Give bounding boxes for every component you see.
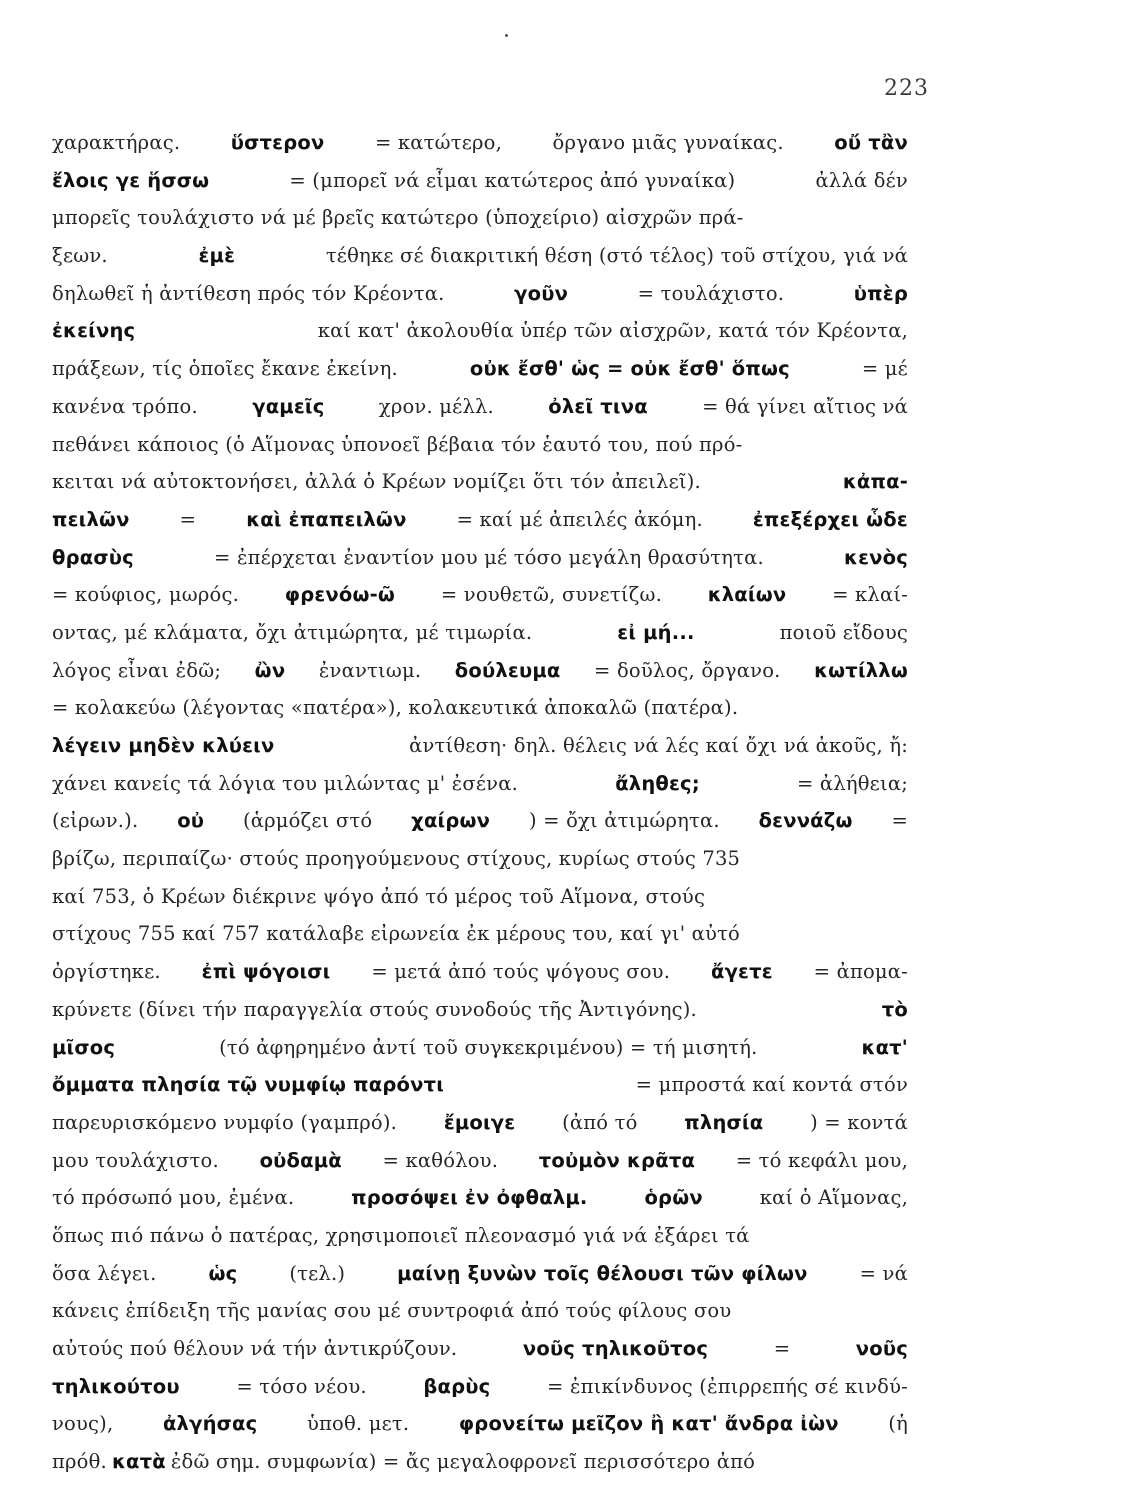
text-segment: = μέ bbox=[861, 357, 908, 381]
lemma: ὕστερον bbox=[230, 131, 325, 154]
text-line bbox=[52, 802, 908, 840]
lemma: ὢν bbox=[254, 658, 286, 682]
text-segment: καί κατ' ἀκολουθία ὑπέρ τῶν αἰσχρῶν, κατά τόν Κρέοντα, bbox=[317, 319, 908, 343]
text-segment: κανένα τρόπο. bbox=[52, 394, 198, 418]
text-line bbox=[52, 953, 908, 991]
lemma: κατὰ bbox=[111, 1450, 166, 1474]
text-segment: ξεων. bbox=[52, 244, 108, 268]
text-line bbox=[52, 915, 908, 953]
lemma: μῖσος bbox=[52, 1035, 116, 1059]
lemma: βαρὺς bbox=[423, 1374, 491, 1398]
text-segment: κάνεις ἐπίδειξη τῆς μανίας σου μέ συντροφιά ἀπό τούς φίλους σου bbox=[52, 1299, 732, 1323]
text-segment: = bbox=[179, 507, 197, 531]
text-segment: = ἐπέρχεται ἐναντίον μου μέ τόσο μεγάλη θρασύτητα. bbox=[214, 545, 764, 569]
lemma: ὡς bbox=[208, 1261, 238, 1285]
text-segment: (ἁρμόζει στό bbox=[242, 809, 373, 833]
lemma: γοῦν bbox=[514, 281, 569, 305]
text-line bbox=[52, 162, 908, 200]
text-segment: = κούφιος, μωρός. bbox=[52, 583, 239, 607]
text-line bbox=[52, 1104, 908, 1142]
lemma: κωτίλλω bbox=[814, 658, 908, 682]
text-line bbox=[52, 275, 908, 313]
page-number: 223 bbox=[884, 76, 929, 101]
text-line bbox=[52, 991, 908, 1029]
text-segment: ἀντίθεση· δηλ. θέλεις νά λές καί ὄχι νά ἀκοῦς, ἤ: bbox=[409, 734, 908, 757]
text-segment: τέθηκε σέ διακριτική θέση (στό τέλος) τοῦ στίχου, γιά νά bbox=[325, 244, 908, 268]
text-segment: αὐτούς πού θέλουν νά τήν ἀντικρύζουν. bbox=[52, 1337, 458, 1360]
lemma: πλησία bbox=[684, 1110, 764, 1134]
text-segment: ) = ὄχι ἀτιμώρητα. bbox=[528, 809, 720, 833]
lemma: τηλικούτου bbox=[52, 1374, 180, 1398]
text-line bbox=[52, 614, 908, 652]
lemma: ἐπεξέρχει ὧδε bbox=[752, 507, 908, 531]
text-line bbox=[52, 388, 908, 426]
text-line bbox=[52, 1255, 908, 1293]
text-line bbox=[52, 765, 908, 803]
lemma: δεννάζω bbox=[758, 809, 853, 833]
lemma: προσόψει ἐν ὀφθαλμ. bbox=[351, 1186, 588, 1210]
text-segment: = καί μέ ἀπειλές ἀκόμη. bbox=[456, 507, 703, 531]
text-line bbox=[52, 199, 908, 237]
text-line bbox=[52, 1217, 908, 1255]
text-segment: = τό κεφάλι μου, bbox=[735, 1148, 908, 1172]
commentary-text bbox=[52, 124, 908, 1481]
text-line bbox=[52, 1330, 908, 1368]
lemma: οὐκ ἔσθ' ὡς = οὐκ ἔσθ' ὅπως bbox=[469, 357, 790, 381]
text-segment: ) = κοντά bbox=[810, 1110, 908, 1134]
text-segment: (ἡ bbox=[888, 1412, 908, 1436]
text-segment: = νά bbox=[859, 1261, 908, 1285]
scan-speck bbox=[505, 34, 508, 37]
text-segment: χάνει κανείς τά λόγια του μιλώντας μ' ἐσένα. bbox=[52, 771, 519, 795]
text-line bbox=[52, 539, 908, 577]
text-line bbox=[52, 1142, 908, 1180]
lemma: οὐδαμὰ bbox=[259, 1148, 342, 1172]
lemma: ἐπὶ ψόγοισι bbox=[201, 960, 331, 984]
text-line bbox=[52, 1066, 908, 1104]
lemma: εἰ μή... bbox=[617, 620, 695, 644]
text-segment: ὅπως πιό πάνω ὁ πατέρας, χρησιμοποιεῖ πλεονασμό γιά νά ἐξάρει τά bbox=[52, 1223, 750, 1247]
text-segment: πεθάνει κάποιος (ὁ Αἵμονας ὑπονοεῖ βέβαια τόν ἑαυτό του, πού πρό- bbox=[52, 432, 743, 456]
text-segment: = δοῦλος, ὄργανο. bbox=[594, 658, 781, 682]
text-segment: ὄργανο μιᾶς γυναίκας. bbox=[552, 131, 784, 154]
lemma: θρασὺς bbox=[52, 545, 134, 569]
text-segment: οντας, μέ κλάματα, ὄχι ἀτιμώρητα, μέ τιμωρία. bbox=[52, 620, 533, 644]
text-segment: μου τουλάχιστο. bbox=[52, 1148, 219, 1172]
lemma: νοῦς bbox=[855, 1337, 908, 1360]
text-segment: ὀργίστηκε. bbox=[52, 960, 161, 984]
text-line bbox=[52, 689, 908, 727]
text-segment: ποιοῦ εἴδους bbox=[779, 620, 908, 644]
text-segment: = ἀλήθεια; bbox=[797, 771, 908, 795]
lemma: χαίρων bbox=[411, 809, 491, 833]
lemma: πειλῶν bbox=[52, 507, 130, 531]
text-line bbox=[52, 501, 908, 539]
lemma: ἀλγήσας bbox=[162, 1412, 258, 1436]
text-segment: = καθόλου. bbox=[382, 1148, 499, 1172]
text-line bbox=[52, 1368, 908, 1406]
text-segment: ὅσα λέγει. bbox=[52, 1261, 157, 1285]
lemma: ἔμοιγε bbox=[443, 1110, 516, 1134]
text-line bbox=[52, 576, 908, 614]
text-segment: (τελ.) bbox=[289, 1261, 346, 1285]
lemma: κατ' bbox=[861, 1035, 908, 1059]
text-segment: = (μπορεῖ νά εἶμαι κατώτερος ἀπό γυναίκα) bbox=[289, 168, 736, 192]
lemma: φρενόω-ῶ bbox=[284, 583, 396, 607]
text-segment: (εἰρων.). bbox=[52, 809, 139, 833]
text-line bbox=[52, 463, 908, 501]
text-segment: ἐδῶ σημ. συμφωνία) = ἄς μεγαλοφρονεῖ περισσότερο ἀπό bbox=[170, 1450, 756, 1474]
text-line bbox=[52, 652, 908, 690]
text-line bbox=[52, 727, 908, 765]
text-segment: πρόθ. bbox=[52, 1450, 107, 1474]
text-segment: = κατώτερο, bbox=[374, 131, 503, 154]
text-segment: στίχους 755 καί 757 κατάλαβε εἰρωνεία ἐκ μέρους του, καί γι' αὐτό bbox=[52, 922, 740, 946]
text-segment: κειται νά αὐτοκτονήσει, ἀλλά ὁ Κρέων νομίζει ὅτι τόν ἀπειλεῖ). bbox=[52, 470, 701, 494]
lemma: τὸ bbox=[881, 997, 908, 1021]
text-segment: ὑποθ. μετ. bbox=[306, 1412, 410, 1436]
lemma: ὁρῶν bbox=[644, 1186, 703, 1210]
text-segment: = κολακεύω (λέγοντας «πατέρα»), κολακευτικά ἀποκαλῶ (πατέρα). bbox=[52, 696, 739, 720]
lemma: καὶ ἐπαπειλῶν bbox=[246, 507, 407, 531]
text-segment: νους), bbox=[52, 1412, 114, 1436]
text-segment: χρον. μέλλ. bbox=[378, 394, 494, 418]
lemma: ὑπὲρ bbox=[853, 281, 908, 305]
lemma: κἀπα- bbox=[842, 470, 908, 494]
text-segment: = τουλάχιστο. bbox=[637, 281, 785, 305]
text-segment: ἀλλά δέν bbox=[815, 168, 908, 192]
lemma: ἐκείνης bbox=[52, 319, 136, 343]
text-line bbox=[52, 1292, 908, 1330]
text-line bbox=[52, 1029, 908, 1067]
text-segment: = μετά ἀπό τούς ψόγους σου. bbox=[371, 960, 671, 984]
text-segment: = μπροστά καί κοντά στόν bbox=[635, 1073, 908, 1097]
text-segment: χαρακτήρας. bbox=[52, 131, 181, 154]
text-segment: = bbox=[773, 1337, 791, 1360]
text-line bbox=[52, 124, 908, 162]
lemma: γαμεῖς bbox=[252, 394, 325, 418]
text-segment: λόγος εἶναι ἐδῶ; bbox=[52, 658, 222, 682]
text-segment: μπορεῖς τουλάχιστο νά μέ βρεῖς κατώτερο (ὑποχείριο) αἰσχρῶν πρά- bbox=[52, 206, 744, 230]
text-segment: τό πρόσωπό μου, ἐμένα. bbox=[52, 1186, 295, 1210]
lemma: νοῦς τηλικοῦτος bbox=[522, 1337, 709, 1360]
text-segment: = νουθετῶ, συνετίζω. bbox=[440, 583, 662, 607]
text-segment: = ἀπομα- bbox=[813, 960, 908, 984]
text-segment: (τό ἀφηρημένο ἀντί τοῦ συγκεκριμένου) = τή μισητή. bbox=[219, 1035, 758, 1059]
text-segment: = θά γίνει αἴτιος νά bbox=[702, 394, 908, 418]
lemma: κενὸς bbox=[844, 545, 908, 569]
lemma: φρονείτω μεῖζον ἢ κατ' ἄνδρα ἰὼν bbox=[458, 1412, 839, 1436]
lemma: ὀλεῖ τινα bbox=[548, 394, 648, 418]
lemma: ἄγετε bbox=[710, 960, 773, 984]
text-line bbox=[52, 1405, 908, 1443]
lemma: οὔ τἂν bbox=[834, 131, 908, 154]
lemma: ὄμματα πλησία τῷ νυμφίῳ παρόντι bbox=[52, 1073, 445, 1097]
lemma: ἔλοις γε ἥσσω bbox=[52, 168, 210, 192]
text-line bbox=[52, 1443, 908, 1481]
text-segment: = ἐπικίνδυνος (ἐπιρρεπής σέ κινδύ- bbox=[547, 1374, 908, 1398]
text-segment: ἐναντιωμ. bbox=[318, 658, 422, 682]
text-segment: (ἀπό τό bbox=[562, 1110, 638, 1134]
text-line bbox=[52, 426, 908, 464]
text-segment: καί ὁ Αἵμονας, bbox=[759, 1186, 908, 1210]
text-line bbox=[52, 350, 908, 388]
lemma: τοὐμὸν κρᾶτα bbox=[538, 1148, 696, 1172]
lemma: μαίνῃ ξυνὼν τοῖς θέλουσι τῶν φίλων bbox=[397, 1261, 808, 1285]
text-line bbox=[52, 878, 908, 916]
text-segment: δηλωθεῖ ἡ ἀντίθεση πρός τόν Κρέοντα. bbox=[52, 281, 445, 305]
text-segment: καί 753, ὁ Κρέων διέκρινε ψόγο ἀπό τό μέρος τοῦ Αἵμονα, στούς bbox=[52, 884, 706, 908]
lemma: δούλευμα bbox=[454, 658, 561, 682]
lemma: ἐμὲ bbox=[198, 244, 236, 268]
text-line bbox=[52, 840, 908, 878]
lemma: κλαίων bbox=[707, 583, 787, 607]
text-segment: βρίζω, περιπαίζω· στούς προηγούμενους στίχους, κυρίως στούς 735 bbox=[52, 847, 741, 871]
text-segment: = κλαί- bbox=[832, 583, 908, 607]
text-line bbox=[52, 237, 908, 275]
text-segment: κρύνετε (δίνει τήν παραγγελία στούς συνοδούς τῆς Ἀντιγόνης). bbox=[52, 997, 697, 1021]
text-line bbox=[52, 1179, 908, 1217]
lemma: ἄληθες; bbox=[615, 771, 700, 795]
text-segment: = τόσο νέου. bbox=[236, 1374, 367, 1398]
lemma: λέγειν μηδὲν κλύειν bbox=[52, 734, 275, 757]
text-segment: πράξεων, τίς ὁποῖες ἔκανε ἐκείνη. bbox=[52, 357, 398, 381]
lemma: οὐ bbox=[177, 809, 205, 833]
text-segment: = bbox=[891, 809, 908, 833]
text-segment: παρευρισκόμενο νυμφίο (γαμπρό). bbox=[52, 1110, 398, 1134]
text-line bbox=[52, 312, 908, 350]
